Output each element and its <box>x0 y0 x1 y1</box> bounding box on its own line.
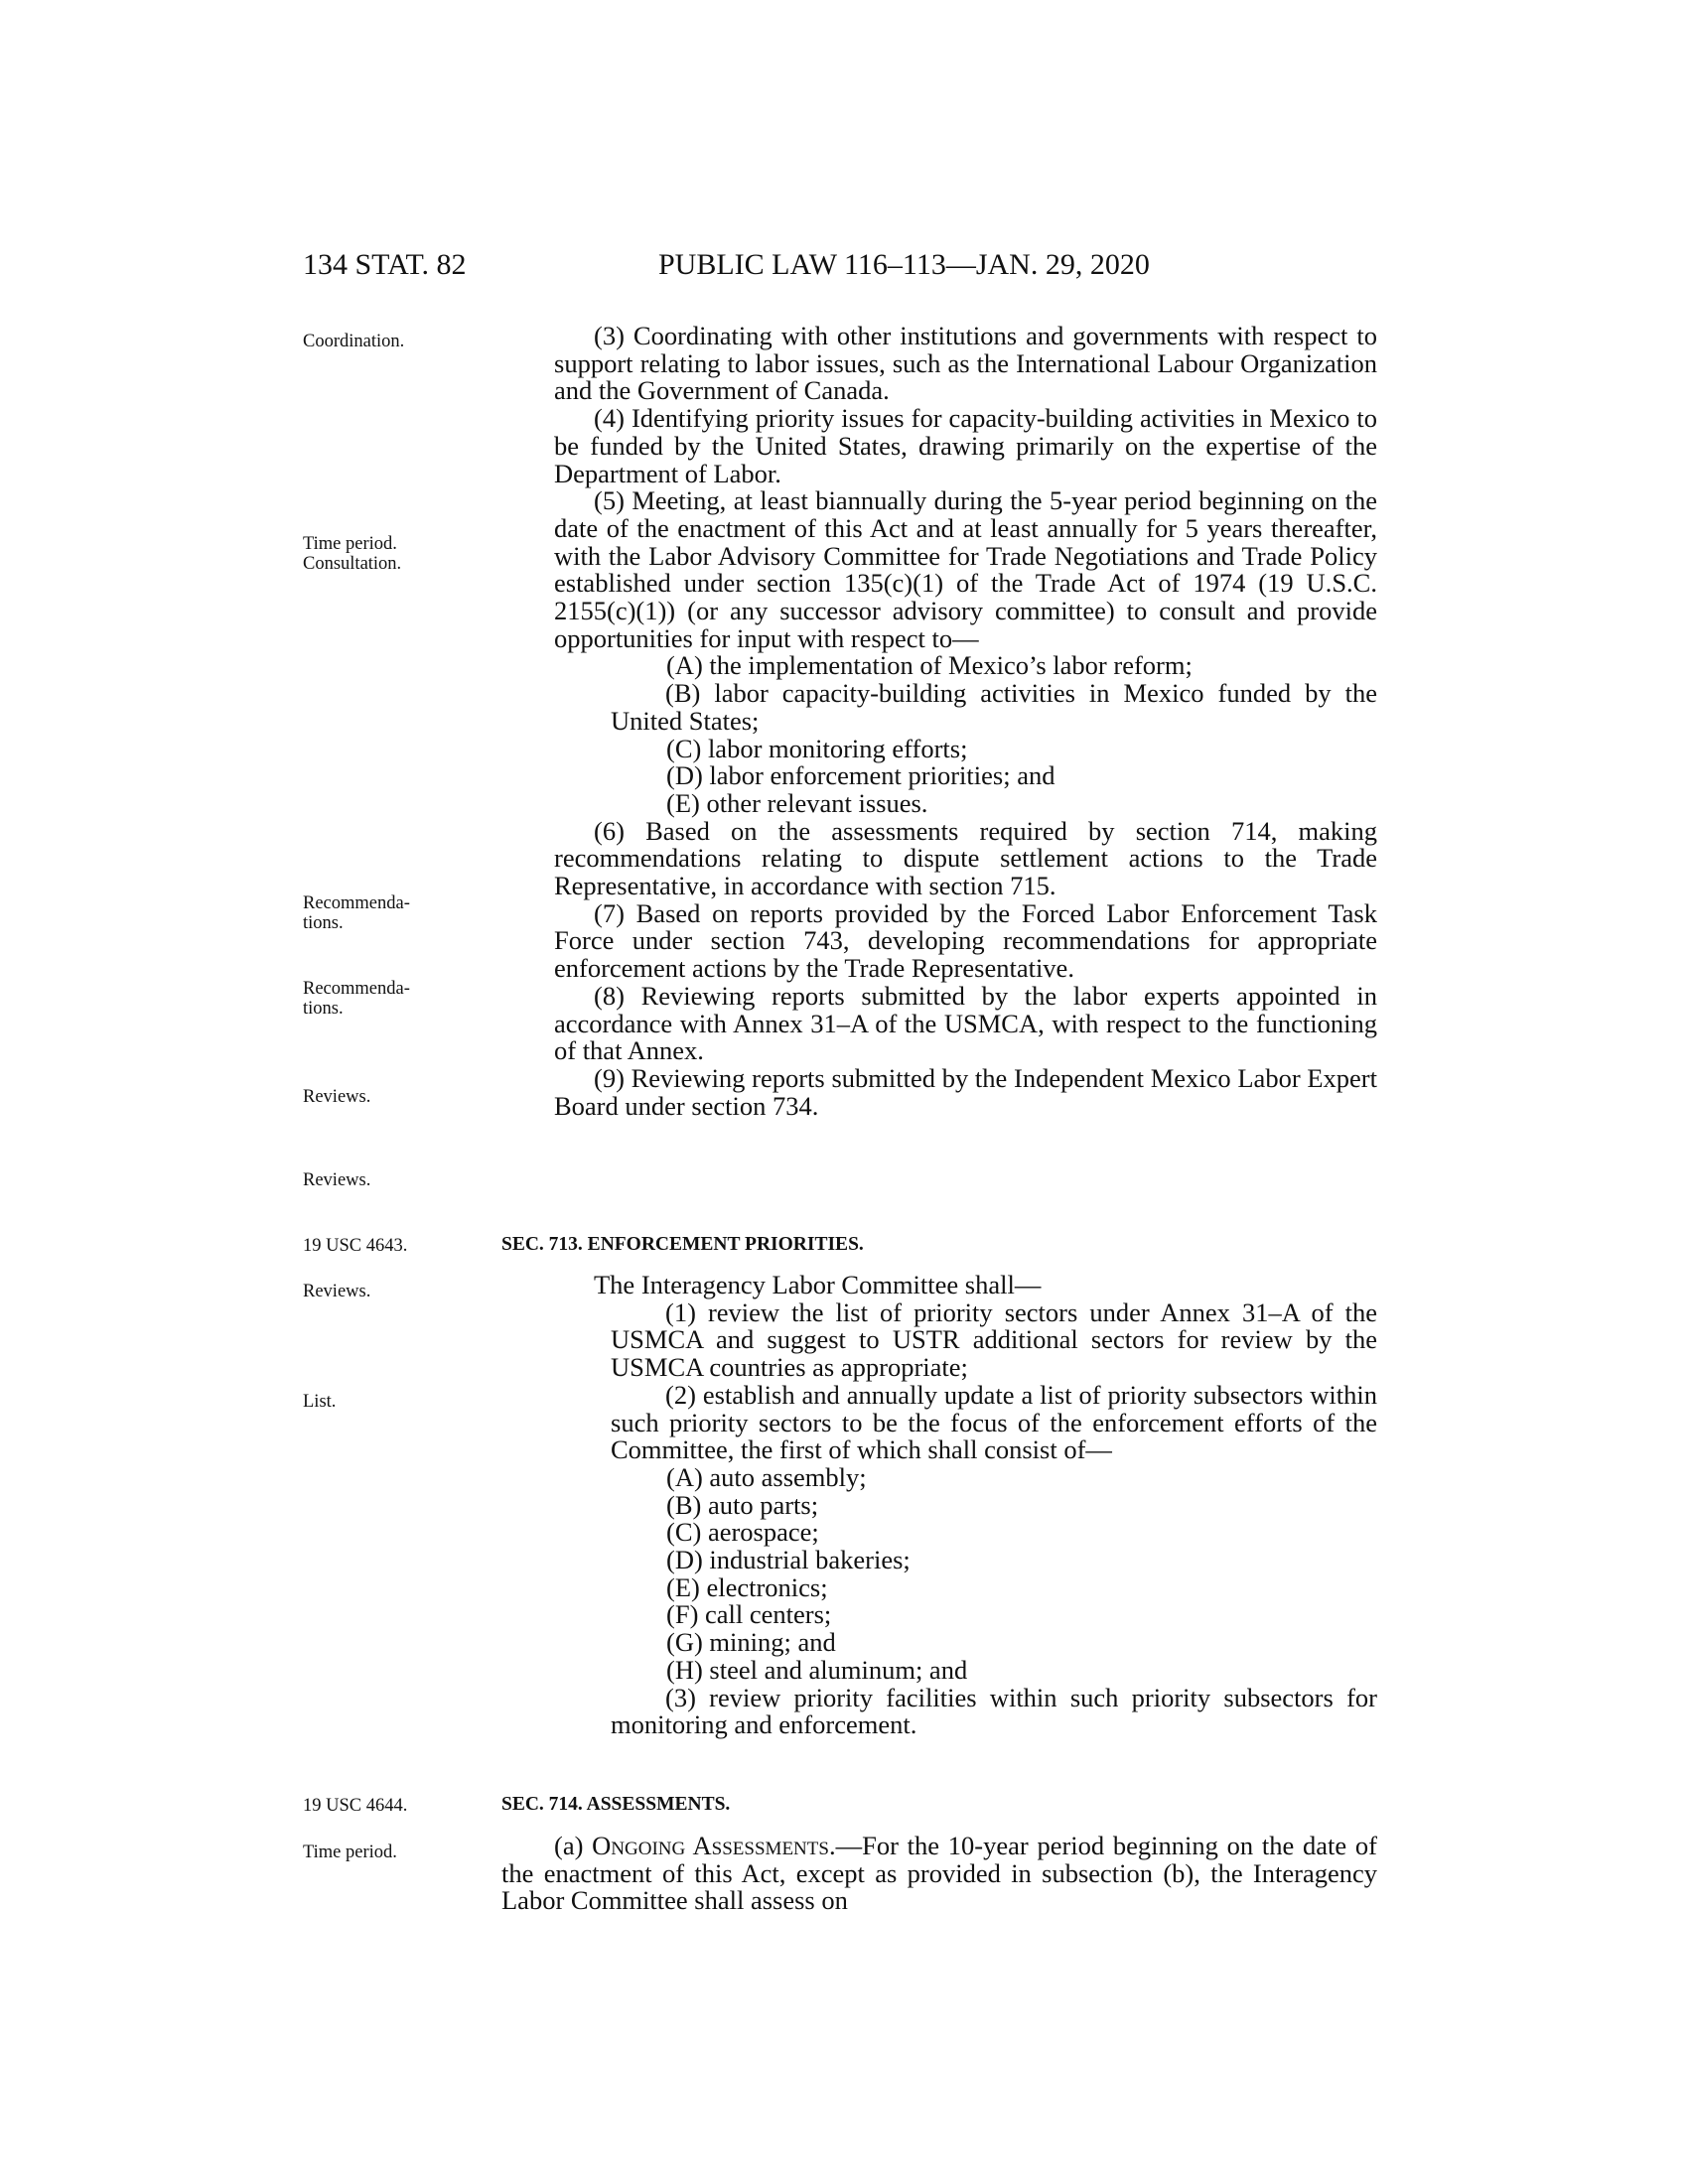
section-713-heading: SEC. 713. ENFORCEMENT PRIORITIES. <box>501 1234 864 1255</box>
margin-note-consultation: Consultation. <box>303 554 402 574</box>
subparagraph-e: (E) other relevant issues. <box>666 787 928 818</box>
margin-note-recommendations <box>303 979 410 1019</box>
subsector-h: (H) steel and aluminum; and <box>666 1654 968 1685</box>
subsector-f: (F) call centers; <box>666 1599 832 1630</box>
paragraph-5: (5) Meeting, at least biannually during the 5-year period beginning on the date of the enactment of this Act and at least annually for 5 years thereafter, with the Labor Advisory Committee for Trade Negotiations and Trade Policy established under section 135(c)(1) of the Trade Act of 1974 (19 U.S.C. 2155(c)(1)) (or any successor advisory committee) to consult and provide opportunities for input with respect to— <box>554 485 1377 653</box>
section-714-body <box>501 1833 1377 1915</box>
margin-note-list: List. <box>303 1392 337 1412</box>
margin-note-time-period: Time period. <box>303 534 397 554</box>
margin-note-reviews: Reviews. <box>303 1170 371 1190</box>
margin-note-time-period: Time period. <box>303 1843 397 1862</box>
subparagraph-b: (B) labor capacity-building activities in Mexico funded by the United States; <box>611 678 1377 736</box>
subparagraph-d: (D) labor enforcement priorities; and <box>666 760 1055 791</box>
subsector-e: (E) electronics; <box>666 1571 828 1602</box>
subsection-a-dash: .— <box>828 1831 863 1860</box>
margin-note-line: tions. <box>303 913 344 933</box>
margin-note-reviews: Reviews. <box>303 1087 371 1107</box>
subsection-a <box>501 1833 1377 1915</box>
margin-note-recommendations <box>303 893 410 933</box>
margin-note-coordination: Coordination. <box>303 332 405 351</box>
paragraph-9: (9) Reviewing reports submitted by the Independent Mexico Labor Expert Board under section 734. <box>554 1062 1377 1121</box>
section-712-continued <box>554 323 1377 1120</box>
subsector-b: (B) auto parts; <box>666 1489 819 1520</box>
margin-note-line: Recommenda- <box>303 979 410 999</box>
page-header <box>0 248 1688 288</box>
public-law-citation: PUBLIC LAW 116–113—JAN. 29, 2020 <box>658 248 1150 281</box>
paragraph-7: (7) Based on reports provided by the Forced Labor Enforcement Task Force under section 743, developing recommendations for appropriate enforcement actions by the Trade Representative. <box>554 897 1377 984</box>
subsector-c: (C) aerospace; <box>666 1517 819 1548</box>
section-714-heading: SEC. 714. ASSESSMENTS. <box>501 1794 731 1815</box>
subsection-a-text: For the 10-year period beginning on the date of the enactment of this Act, except as provided in subsection (b), the Interagency Labor Committee shall assess on <box>501 1831 1377 1916</box>
subsector-g: (G) mining; and <box>666 1627 836 1658</box>
section-713-item-1: (1) review the list of priority sectors under Annex 31–A of the USMCA and suggest to USTR additional sectors for review by the USMCA countries as appropriate; <box>611 1297 1377 1383</box>
paragraph-8: (8) Reviewing reports submitted by the labor experts appointed in accordance with Annex 31–A of the USMCA, with respect to the functioning of that Annex. <box>554 980 1377 1066</box>
margin-note-line: Recommenda- <box>303 893 410 913</box>
section-713-intro: The Interagency Labor Committee shall— <box>594 1270 1042 1299</box>
paragraph-4: (4) Identifying priority issues for capacity-building activities in Mexico to be funded by the United States, drawing primarily on the expertise of the Department of Labor. <box>554 403 1377 488</box>
margin-note-usc-4643: 19 USC 4643. <box>303 1236 408 1256</box>
subparagraph-a: (A) the implementation of Mexico’s labor reform; <box>666 650 1193 681</box>
subsection-a-label: (a) <box>554 1831 593 1860</box>
margin-note-reviews: Reviews. <box>303 1282 371 1301</box>
section-713-item-2: (2) establish and annually update a list of priority subsectors within such priority sectors to be the focus of the enforcement efforts of the Committee, the first of which shall consist of— <box>611 1379 1377 1465</box>
margin-note-line: tions. <box>303 999 344 1019</box>
section-713-body <box>554 1272 1377 1739</box>
margin-note-usc-4644: 19 USC 4644. <box>303 1796 408 1816</box>
subsection-a-title: Ongoing Assessments <box>592 1831 829 1860</box>
subparagraph-c: (C) labor monitoring efforts; <box>666 733 968 763</box>
stat-page-number: 134 STAT. 82 <box>303 248 467 281</box>
paragraph-6: (6) Based on the assessments required by section 714, making recommendations relating to dispute settlement actions to the Trade Representative, in accordance with section 715. <box>554 815 1377 901</box>
paragraph-3: (3) Coordinating with other institutions and governments with respect to support relating to labor issues, such as the International Labour Organization and the Government of Canada. <box>554 321 1377 406</box>
subsector-a: (A) auto assembly; <box>666 1461 867 1492</box>
subsector-d: (D) industrial bakeries; <box>666 1545 911 1575</box>
section-713-item-3: (3) review priority facilities within such priority subsectors for monitoring and enforcement. <box>611 1682 1377 1740</box>
